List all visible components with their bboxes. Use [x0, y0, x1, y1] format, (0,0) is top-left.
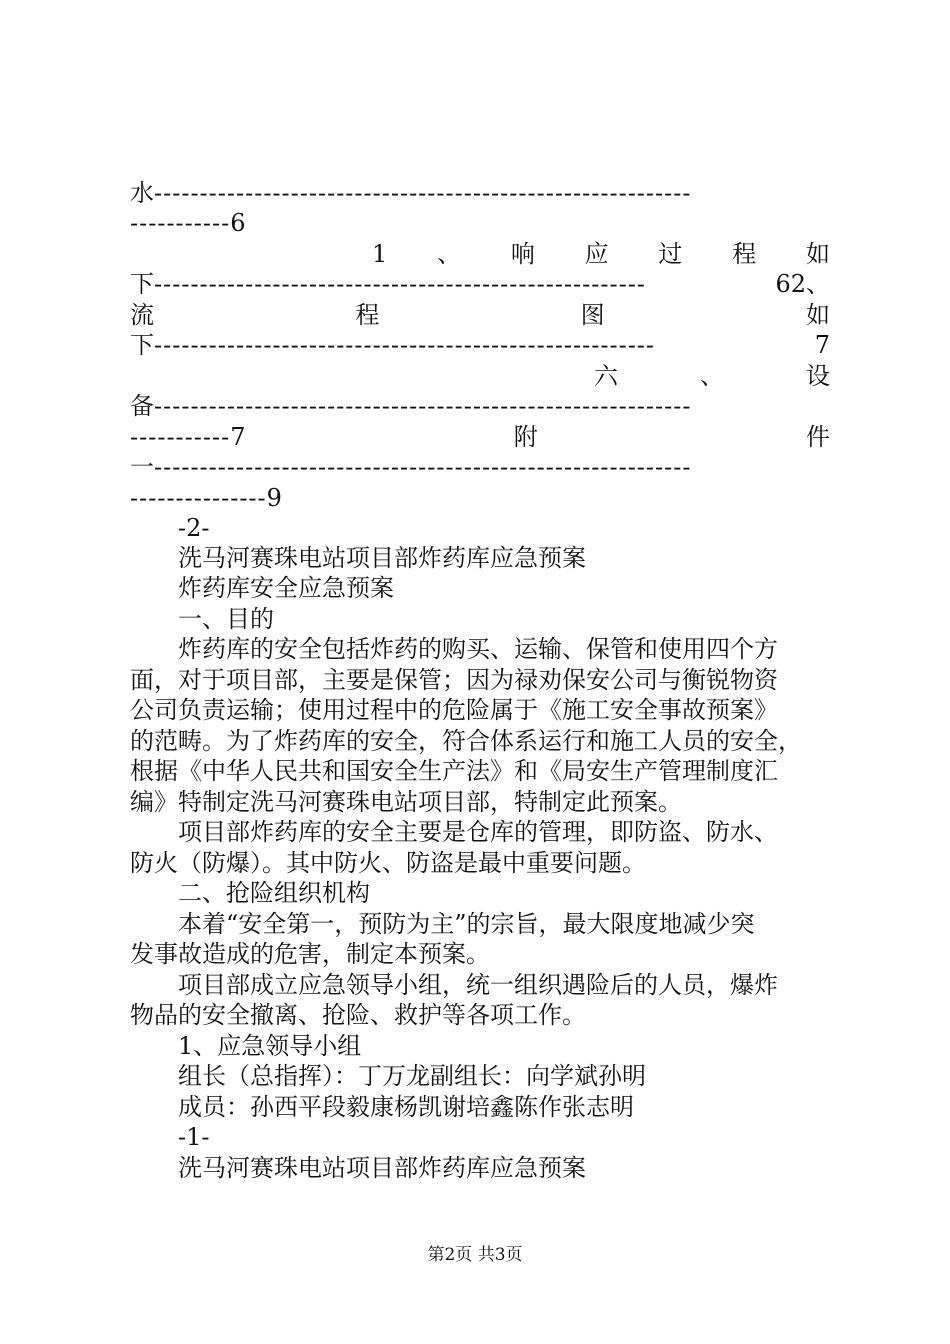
toc-text: 下 [130, 331, 154, 359]
paragraph-line: 公司负责运输；使用过程中的危险属于《施工安全事故预案》 [130, 696, 778, 724]
toc-line [130, 299, 830, 331]
toc-text: 水 [130, 179, 154, 207]
toc-line [130, 451, 830, 483]
toc-page-number: 7 [814, 331, 830, 359]
toc-page-number: 9 [266, 484, 282, 512]
toc-text [130, 421, 245, 453]
toc-text: 如 [805, 301, 830, 329]
toc-leader: ----------- [130, 209, 231, 237]
toc-text: 、 [700, 362, 724, 390]
toc-line [130, 207, 830, 239]
toc-leader: ----------- [130, 423, 231, 451]
subsection-heading: 1、应急领导小组 [178, 1032, 362, 1060]
paragraph-line: 本着“安全第一，预防为主”的宗旨，最大限度地减少突 [178, 910, 755, 938]
running-header: 洗马河赛珠电站项目部炸药库应急预案 [178, 544, 586, 572]
toc-text: 如 [805, 240, 830, 268]
paragraph-line: 炸药库的安全包括炸药的购买、运输、保管和使用四个方 [178, 635, 778, 663]
toc-line [130, 177, 830, 209]
paragraph-line: 的范畴。为了炸药库的安全，符合体系运行和施工人员的安全， [130, 727, 802, 755]
paragraph-line: 物品的安全撤离、抢险、救护等各项工作。 [130, 1001, 586, 1029]
document-title: 炸药库安全应急预案 [178, 574, 394, 602]
toc-line [594, 360, 830, 392]
toc-text: 备 [130, 392, 154, 420]
toc-text: 流 [130, 301, 154, 329]
page-number-marker: -1- [178, 1123, 210, 1151]
paragraph-line: 项目部炸药库的安全主要是仓库的管理，即防盗、防水、 [178, 818, 778, 846]
toc-text: 1 [372, 240, 388, 268]
toc-leader: --------------- [130, 484, 267, 512]
toc-page-number: 7 [230, 423, 246, 451]
page-number-marker: -2- [178, 514, 210, 542]
section-heading: 一、目的 [178, 605, 274, 633]
toc-text: 、 [437, 240, 462, 268]
toc-line [130, 421, 830, 453]
toc-leader: ----------------------------------------------------------- [154, 392, 692, 420]
toc-text: 响 [510, 240, 535, 268]
toc-leader: ----------------------------------------------------------- [154, 453, 692, 481]
section-heading: 二、抢险组织机构 [178, 879, 370, 907]
page-footer: 第2页 共3页 [427, 1245, 523, 1265]
toc-text: 程 [732, 240, 757, 268]
paragraph-line: 面，对于项目部，主要是保管；因为禄劝保安公司与衡锐物资 [130, 666, 778, 694]
toc-text: 附 [513, 423, 538, 451]
toc-leader: ------------------------------------------------------ [154, 270, 646, 298]
paragraph-line: 发事故造成的危害，制定本预案。 [130, 940, 490, 968]
toc-text: 应 [584, 240, 609, 268]
toc-text: 图 [580, 301, 605, 329]
toc-page-number: 62、 [775, 270, 830, 298]
toc-text: 件 [805, 423, 830, 451]
toc-leader: ----------------------------------------------------------- [154, 179, 692, 207]
paragraph-line: 编》特制定洗马河赛珠电站项目部，特制定此预案。 [130, 788, 682, 816]
leader-line: 组长（总指挥）：丁万龙副组长：向学斌孙明 [178, 1062, 646, 1090]
toc-text: 下 [130, 270, 154, 298]
toc-page-number: 6 [230, 209, 246, 237]
toc-line [130, 390, 830, 422]
toc-line [372, 238, 830, 270]
toc-text: 六 [594, 362, 618, 390]
toc-line [130, 329, 830, 361]
toc-text: 程 [355, 301, 380, 329]
toc-text: 一 [130, 453, 154, 481]
paragraph-line: 项目部成立应急领导小组，统一组织遇险后的人员，爆炸 [178, 971, 778, 999]
toc-leader: ------------------------------------------------------- [154, 331, 656, 359]
paragraph-line: 防火（防爆）。其中防火、防盗是最中重要问题。 [130, 849, 646, 877]
toc-text: 过 [658, 240, 683, 268]
toc-line [130, 268, 830, 300]
running-header: 洗马河赛珠电站项目部炸药库应急预案 [178, 1154, 586, 1182]
toc-line [130, 482, 830, 514]
member-line: 成员：孙西平段毅康杨凯谢培鑫陈作张志明 [178, 1093, 634, 1121]
paragraph-line: 根据《中华人民共和国安全生产法》和《局安生产管理制度汇 [130, 757, 778, 785]
toc-text: 设 [806, 362, 830, 390]
